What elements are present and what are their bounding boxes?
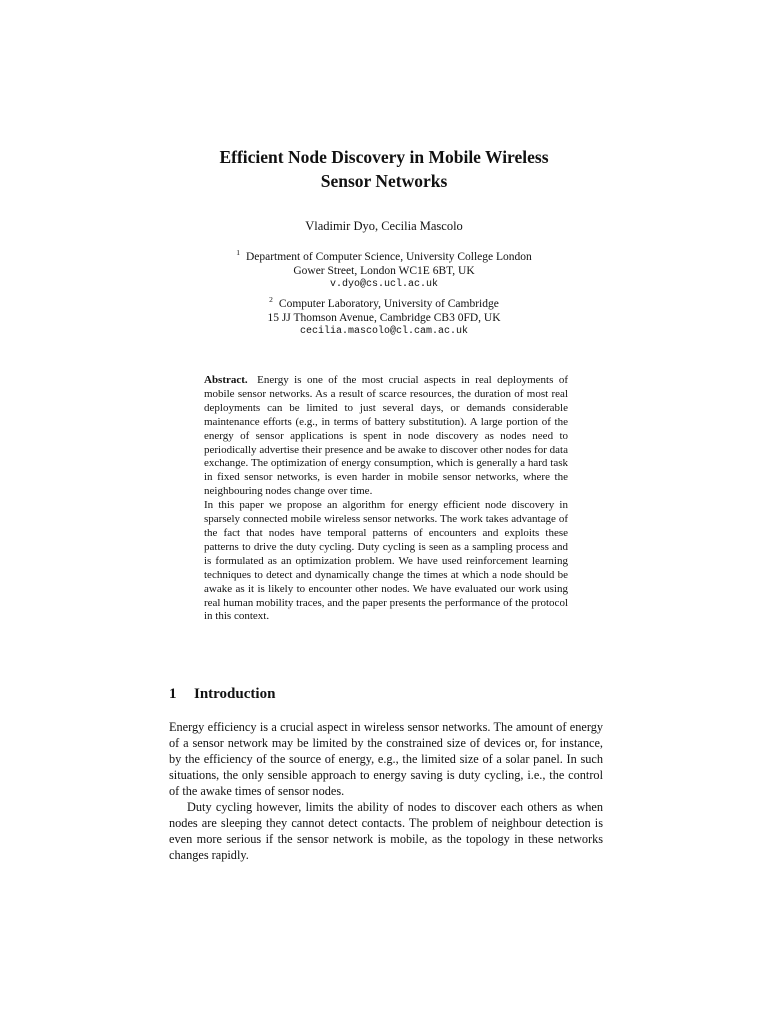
abstract-text-1: Energy is one of the most crucial aspects in real deployments of mobile sensor networks. As a result of scarce resources, the duration of most real deployments can be limited to just several days, or demands considerable maintenance efforts (e.g., in terms of battery substitution). A large portion of the energy of sensor applications is spent in node discovery as nodes need to periodically advertise their presence and be awake to discover other nodes for data exchange. The optimization of energy consumption, which is generally a hard task in fixed sensor networks, is even harder in mobile sensor networks, where the neighbouring nodes change over time. [204,374,568,498]
affiliation-2-marker: 2 [269,294,273,304]
body-paragraph-1: Energy efficiency is a crucial aspect in wireless sensor networks. The amount of energy of a sensor network may be limited by the constrained size of devices or, for instance, by the efficiency of the source of energy, e.g., the limited size of a solar panel. In such situations, the only sensible approach to energy saving is duty cycling, i.e., the control of the awake times of sensor nodes. [169,720,603,798]
abstract [204,374,568,624]
affiliation-1-line-1 [150,246,618,264]
affiliations [150,246,618,339]
affiliation-2-address: 15 JJ Thomson Avenue, Cambridge CB3 0FD, UK [267,311,501,324]
abstract-label: Abstract. [204,374,248,386]
section-heading [169,684,275,704]
paper-title [150,145,618,193]
section-title: Introduction [194,686,276,702]
affiliation-2-dept: Computer Laboratory, University of Cambridge [278,297,499,310]
title-line-1: Efficient Node Discovery in Mobile Wireless [219,147,549,167]
section-body [169,719,603,863]
affiliation-1-email: v.dyo@cs.ucl.ac.uk [329,279,439,291]
section-number: 1 [169,686,177,702]
body-paragraph-2: Duty cycling however, limits the ability of nodes to discover each others as when nodes are sleeping they cannot detect contacts. The problem of neighbour detection is even more serious if the sensor network is mobile, as the topology in these networks changes rapidly. [169,800,603,862]
abstract-paragraph-2: In this paper we propose an algorithm for energy efficient node discovery in sparsely connected mobile wireless sensor networks. The work takes advantage of the fact that nodes have temporal patterns of encounters and exploits these patterns to drive the duty cycling. Duty cycling is seen as a sampling process and is formulated as an optimization problem. We have used reinforcement learning techniques to detect and dynamically change the times at which a node should be awake as it is likely to encounter other nodes. We have evaluated our work using real human mobility traces, and the paper presents the performance of the protocol in this context. [204,499,568,623]
affiliation-2-email: cecilia.mascolo@cl.cam.ac.uk [299,326,469,338]
affiliation-1-dept: Department of Computer Science, University College London [245,251,532,263]
affiliation-1-marker: 1 [236,248,240,257]
abstract-paragraph-1 [204,374,568,499]
title-line-2: Sensor Networks [320,171,448,191]
affiliation-2-line-1 [150,293,618,311]
affiliation-1-address: Gower Street, London WC1E 6BT, UK [293,265,475,278]
authors: Vladimir Dyo, Cecilia Mascolo [305,219,463,233]
